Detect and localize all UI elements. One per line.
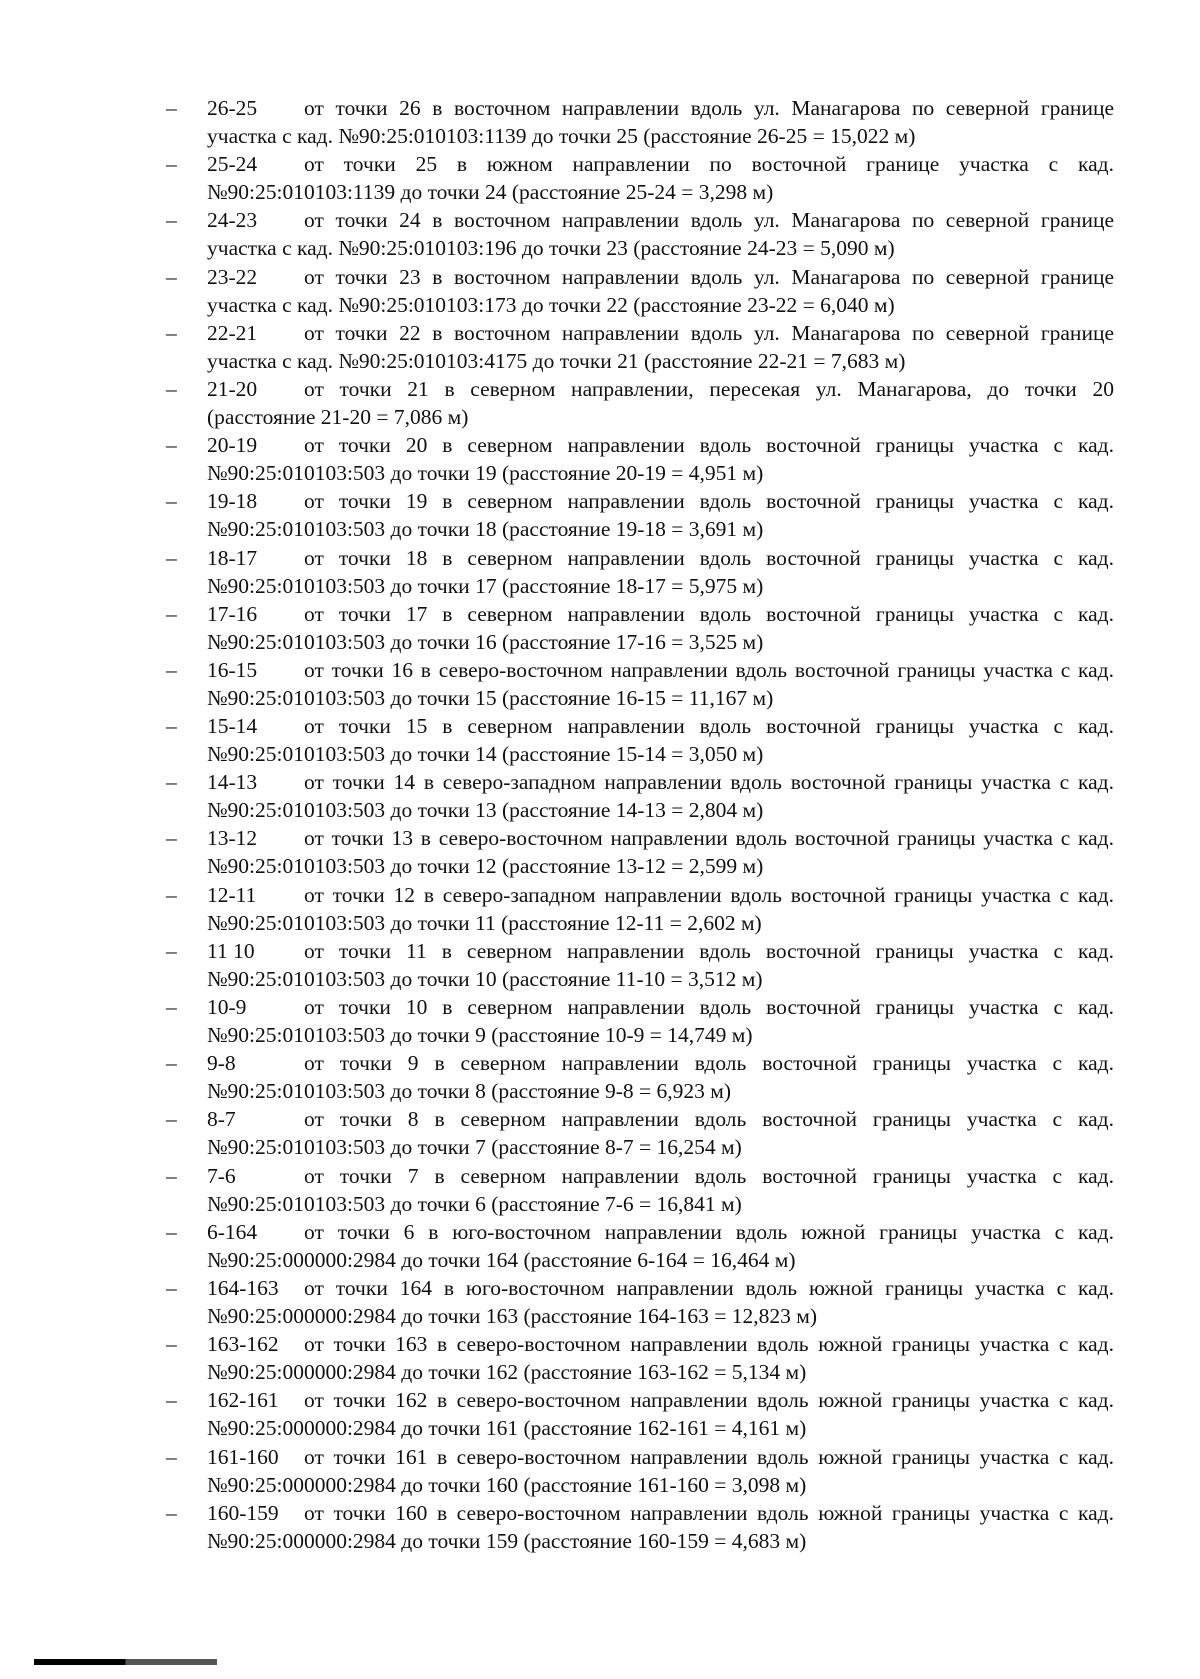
list-item — [166, 1386, 1116, 1442]
segment-description: от точки 9 в северном направлении вдоль восточной границы участка с кад. №90:25:010103:503 до точки 8 (расстояние 9-8 = 6,923 м) — [207, 1051, 1114, 1104]
list-bullet-dash: – — [166, 376, 177, 401]
segment-label: 17-16 — [207, 601, 258, 626]
segment-description: от точки 160 в северо-восточном направлении вдоль южной границы участка с кад. №90:25:000000:2984 до точки 159 (расстояние 160-159 = 4,683 м) — [207, 1500, 1114, 1553]
segment-description: от точки 25 в южном направлении по восточной границе участка с кад. №90:25:010103:1139 до точки 24 (расстояние 25-24 = 3,298 м) — [207, 152, 1114, 205]
list-item — [166, 319, 1116, 375]
segment-label: 24-23 — [207, 208, 258, 233]
segment-description: от точки 8 в северном направлении вдоль восточной границы участка с кад. №90:25:010103:503 до точки 7 (расстояние 8-7 = 16,254 м) — [207, 1107, 1114, 1160]
list-item-text — [207, 487, 1114, 543]
segment-label: 161-160 — [207, 1444, 279, 1469]
segment-description: от точки 26 в восточном направлении вдоль ул. Манагарова по северной границе участка с кад. №90:25:010103:1139 до точки 25 (расстояние 26-25 = 15,022 м) — [207, 96, 1114, 148]
list-item — [166, 824, 1116, 880]
segment-label: 8-7 — [207, 1107, 236, 1132]
list-bullet-dash: – — [166, 1163, 177, 1188]
list-item-text — [207, 263, 1114, 319]
list-item — [166, 937, 1116, 993]
list-item-text — [207, 993, 1114, 1049]
list-bullet-dash: – — [166, 882, 177, 907]
list-item-text — [207, 656, 1114, 712]
list-item-text — [207, 94, 1114, 150]
segment-label: 16-15 — [207, 657, 258, 682]
segment-label: 20-19 — [207, 433, 258, 458]
segment-label: 6-164 — [207, 1219, 258, 1244]
segment-description: от точки 18 в северном направлении вдоль восточной границы участка с кад. №90:25:010103:503 до точки 17 (расстояние 18-17 = 5,975 м) — [207, 545, 1114, 598]
list-item-text — [207, 431, 1114, 487]
list-item-text — [207, 881, 1114, 937]
list-bullet-dash: – — [166, 152, 177, 177]
list-item — [166, 544, 1116, 600]
segment-label: 160-159 — [207, 1500, 279, 1525]
list-bullet-dash: – — [166, 489, 177, 514]
list-item — [166, 600, 1116, 656]
list-item-text — [207, 1330, 1114, 1386]
list-item-text — [207, 824, 1114, 880]
list-bullet-dash: – — [166, 208, 177, 233]
segment-description: от точки 10 в северном направлении вдоль восточной границы участка с кад. №90:25:010103:503 до точки 9 (расстояние 10-9 = 14,749 м) — [207, 995, 1114, 1047]
segment-label: 18-17 — [207, 545, 258, 570]
list-item — [166, 487, 1116, 543]
list-item — [166, 1330, 1116, 1386]
list-item-text — [207, 1049, 1114, 1105]
segment-label: 22-21 — [207, 320, 258, 345]
list-item-text — [207, 150, 1114, 206]
list-item — [166, 1162, 1116, 1218]
list-item-text — [207, 600, 1114, 656]
boundary-segment-list — [166, 94, 1116, 1555]
segment-description: от точки 24 в восточном направлении вдоль ул. Манагарова по северной границе участка с кад. №90:25:010103:196 до точки 23 (расстояние 24-23 = 5,090 м) — [207, 208, 1114, 261]
segment-description: от точки 163 в северо-восточном направлении вдоль южной границы участка с кад. №90:25:000000:2984 до точки 162 (расстояние 163-162 = 5,134 м) — [207, 1332, 1114, 1385]
list-item-text — [207, 1499, 1114, 1555]
segment-description: от точки 14 в северо-западном направлении вдоль восточной границы участка с кад. №90:25:010103:503 до точки 13 (расстояние 14-13 = 2,804 м) — [207, 770, 1114, 823]
list-item — [166, 881, 1116, 937]
list-bullet-dash: – — [166, 1500, 177, 1525]
list-item — [166, 1274, 1116, 1330]
list-bullet-dash: – — [166, 1219, 177, 1244]
list-bullet-dash: – — [166, 826, 177, 851]
list-item-text — [207, 1386, 1114, 1442]
list-item — [166, 1105, 1116, 1161]
list-bullet-dash: – — [166, 657, 177, 682]
list-item — [166, 375, 1116, 431]
list-bullet-dash: – — [166, 1332, 177, 1357]
list-bullet-dash: – — [166, 601, 177, 626]
segment-description: от точки 21 в северном направлении, пересекая ул. Манагарова, до точки 20 (расстояние 21-20 = 7,086 м) — [207, 376, 1114, 429]
list-bullet-dash: – — [166, 320, 177, 345]
segment-label: 26-25 — [207, 96, 258, 120]
segment-label: 23-22 — [207, 264, 258, 289]
list-item — [166, 768, 1116, 824]
segment-description: от точки 6 в юго-восточном направлении вдоль южной границы участка с кад. №90:25:000000:2984 до точки 164 (расстояние 6-164 = 16,464 м) — [207, 1219, 1114, 1272]
segment-label: 7-6 — [207, 1163, 236, 1188]
segment-description: от точки 17 в северном направлении вдоль восточной границы участка с кад. №90:25:010103:503 до точки 16 (расстояние 17-16 = 3,525 м) — [207, 601, 1114, 654]
segment-label: 13-12 — [207, 826, 258, 851]
list-item — [166, 1049, 1116, 1105]
segment-label: 21-20 — [207, 376, 258, 401]
segment-description: от точки 20 в северном направлении вдоль восточной границы участка с кад. №90:25:010103:503 до точки 19 (расстояние 20-19 = 4,951 м) — [207, 433, 1114, 486]
list-item — [166, 1443, 1116, 1499]
list-item-text — [207, 937, 1114, 993]
list-item-text — [207, 768, 1114, 824]
segment-description: от точки 164 в юго-восточном направлении вдоль южной границы участка с кад. №90:25:000000:2984 до точки 163 (расстояние 164-163 = 12,823 м) — [207, 1275, 1114, 1328]
list-bullet-dash: – — [166, 1444, 177, 1469]
segment-label: 14-13 — [207, 770, 258, 795]
segment-description: от точки 13 в северо-восточном направлении вдоль восточной границы участка с кад. №90:25:010103:503 до точки 12 (расстояние 13-12 = 2,599 м) — [207, 826, 1114, 879]
list-bullet-dash: – — [166, 433, 177, 458]
segment-description: от точки 161 в северо-восточном направлении вдоль южной границы участка с кад. №90:25:000000:2984 до точки 160 (расстояние 161-160 = 3,098 м) — [207, 1444, 1114, 1497]
list-item — [166, 150, 1116, 206]
list-bullet-dash: – — [166, 96, 177, 120]
list-item-text — [207, 1443, 1114, 1499]
list-item-text — [207, 1274, 1114, 1330]
segment-description: от точки 7 в северном направлении вдоль восточной границы участка с кад. №90:25:010103:503 до точки 6 (расстояние 7-6 = 16,841 м) — [207, 1163, 1114, 1216]
segment-label: 10-9 — [207, 995, 247, 1019]
list-bullet-dash: – — [166, 264, 177, 289]
segment-label: 12-11 — [207, 882, 257, 907]
bottom-scan-rule — [34, 1659, 217, 1665]
list-bullet-dash: – — [166, 770, 177, 795]
list-item — [166, 656, 1116, 712]
list-bullet-dash: – — [166, 1275, 177, 1300]
list-item-text — [207, 712, 1114, 768]
segment-label: 11 10 — [207, 938, 255, 963]
list-item — [166, 94, 1116, 150]
list-bullet-dash: – — [166, 938, 177, 963]
list-bullet-dash: – — [166, 1051, 177, 1076]
segment-label: 163-162 — [207, 1332, 279, 1357]
list-item — [166, 431, 1116, 487]
segment-description: от точки 11 в северном направлении вдоль восточной границы участка с кад. №90:25:010103:503 до точки 10 (расстояние 11-10 = 3,512 м) — [207, 938, 1114, 991]
list-item-text — [207, 1162, 1114, 1218]
list-item — [166, 1218, 1116, 1274]
segment-description: от точки 15 в северном направлении вдоль восточной границы участка с кад. №90:25:010103:503 до точки 14 (расстояние 15-14 = 3,050 м) — [207, 714, 1114, 767]
list-item-text — [207, 1105, 1114, 1161]
list-item-text — [207, 1218, 1114, 1274]
segment-label: 9-8 — [207, 1051, 236, 1076]
list-bullet-dash: – — [166, 714, 177, 739]
segment-label: 164-163 — [207, 1275, 279, 1300]
list-bullet-dash: – — [166, 1107, 177, 1132]
list-item — [166, 1499, 1116, 1555]
list-item — [166, 993, 1116, 1049]
list-item — [166, 263, 1116, 319]
list-item-text — [207, 319, 1114, 375]
segment-description: от точки 22 в восточном направлении вдоль ул. Манагарова по северной границе участка с кад. №90:25:010103:4175 до точки 21 (расстояние 22-21 = 7,683 м) — [207, 320, 1114, 373]
list-item-text — [207, 206, 1114, 262]
segment-description: от точки 12 в северо-западном направлении вдоль восточной границы участка с кад. №90:25:010103:503 до точки 11 (расстояние 12-11 = 2,602 м) — [207, 882, 1114, 935]
list-bullet-dash: – — [166, 1388, 177, 1413]
list-bullet-dash: – — [166, 545, 177, 570]
list-item — [166, 712, 1116, 768]
segment-description: от точки 23 в восточном направлении вдоль ул. Манагарова по северной границе участка с кад. №90:25:010103:173 до точки 22 (расстояние 23-22 = 6,040 м) — [207, 264, 1114, 317]
segment-label: 162-161 — [207, 1388, 279, 1413]
segment-description: от точки 16 в северо-восточном направлении вдоль восточной границы участка с кад. №90:25:010103:503 до точки 15 (расстояние 16-15 = 11,167 м) — [207, 657, 1114, 710]
segment-label: 25-24 — [207, 152, 258, 177]
segment-label: 15-14 — [207, 714, 258, 739]
segment-label: 19-18 — [207, 489, 258, 514]
list-item — [166, 206, 1116, 262]
segment-description: от точки 162 в северо-восточном направлении вдоль южной границы участка с кад. №90:25:000000:2984 до точки 161 (расстояние 162-161 = 4,161 м) — [207, 1388, 1114, 1441]
list-bullet-dash: – — [166, 995, 177, 1019]
segment-description: от точки 19 в северном направлении вдоль восточной границы участка с кад. №90:25:010103:503 до точки 18 (расстояние 19-18 = 3,691 м) — [207, 489, 1114, 542]
list-item-text — [207, 375, 1114, 431]
list-item-text — [207, 544, 1114, 600]
